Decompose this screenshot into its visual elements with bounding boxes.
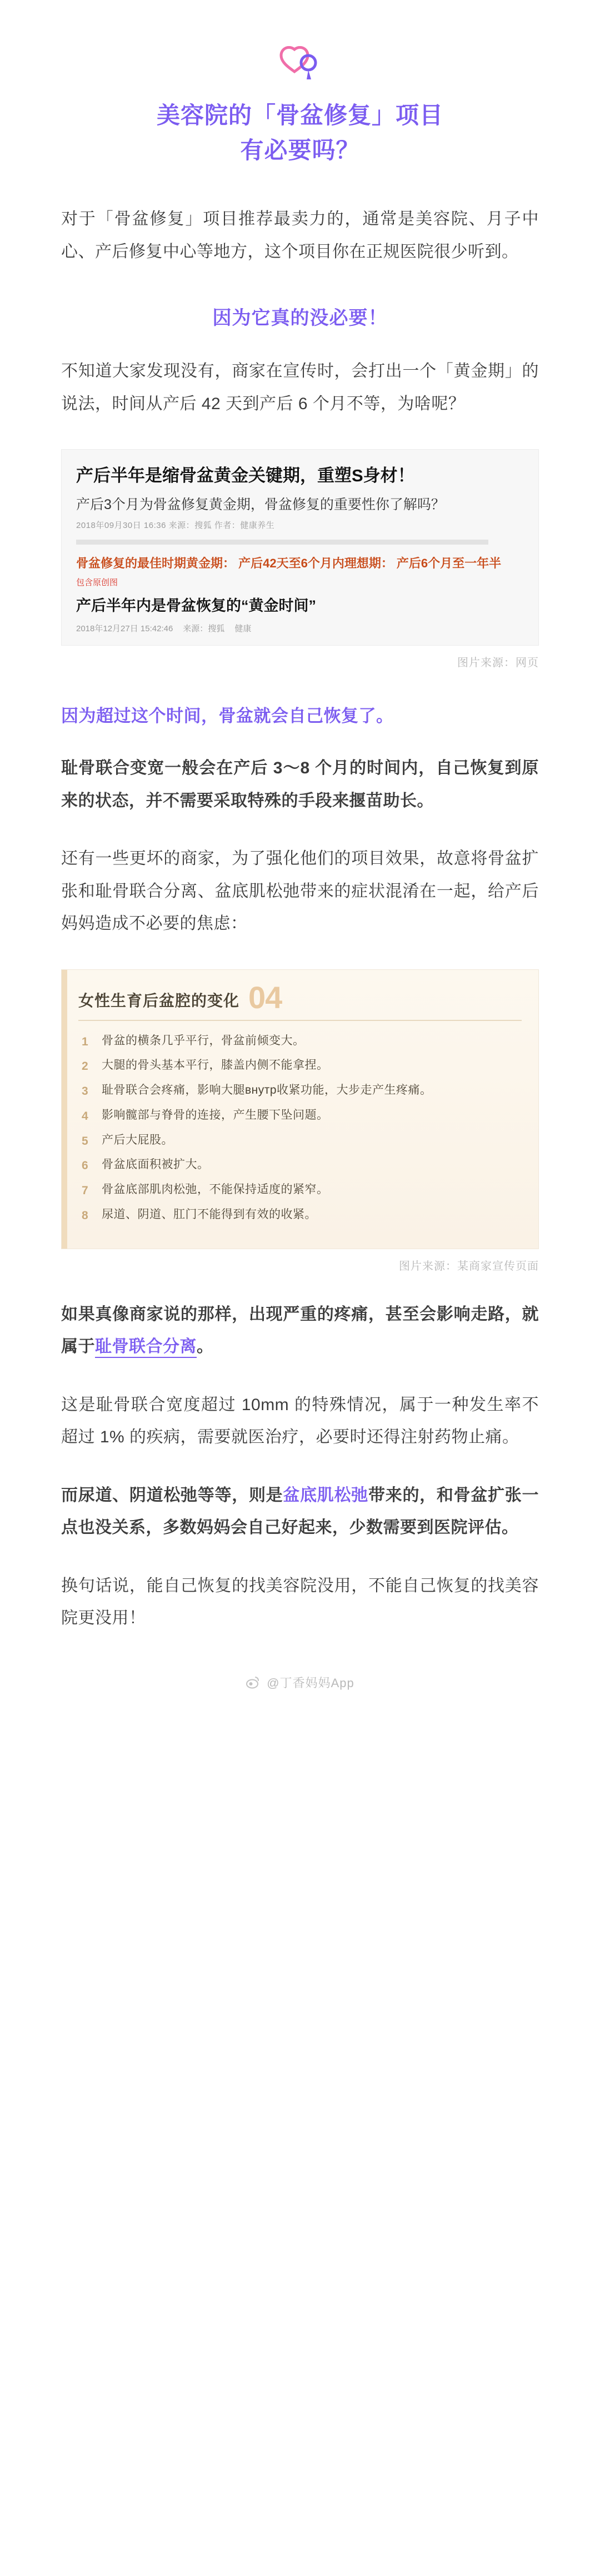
search-result-source: 来源：搜狐: [183, 624, 225, 634]
top-divider: [0, 0, 600, 1]
paragraph-8: 换句话说，能自己恢复的找美容院没用，不能自己恢复的找美容院更没用！: [61, 1576, 539, 1628]
paragraph-4: 还有一些更坏的商家，为了强化他们的项目效果，故意将骨盆扩张和耻骨联合分离、盆底肌松弛带来的症状混淆在一起，给产后妈妈造成不必要的焦虑：: [61, 849, 539, 933]
search-result-tagrow: [76, 576, 524, 588]
search-result-keyword-line: 骨盆修复的最佳时期黄金期： 产后42天至6个月内理想期： 产后6个月至一年半: [76, 556, 502, 570]
paragraph-2: 不知道大家发现没有，商家在宣传时，会打出一个「黄金期」的说法，时间从产后 42 天到产后 6 个月不等，为啥呢？: [61, 362, 539, 413]
list-item: 影响髋部与脊骨的连接，产生腰下坠问题。: [102, 1108, 329, 1121]
paragraph-3: 耻骨联合变宽一般会在产后 3～8 个月的时间内，自己恢复到原来的状态，并不需要采取特殊的手段来揠苗助长。: [61, 759, 539, 810]
paragraph-6: 这是耻骨联合宽度超过 10mm 的特殊情况，属于一种发生率不超过 1% 的疾病，需要就医治疗，必要时还得注射药物止痛。: [61, 1395, 539, 1447]
page-title-line-2: 有必要吗？: [240, 137, 360, 163]
figure-1-caption: 图片来源：网页: [457, 657, 539, 670]
search-result-meta: 2018年09月30日 16:36 来源：搜狐 作者：健康养生: [76, 520, 275, 530]
page-title: [61, 98, 539, 168]
paragraph-5: [61, 1299, 539, 1364]
brand-logo: [278, 44, 322, 83]
paragraph-5-suffix: 。: [197, 1337, 214, 1356]
pelvic-infographic: [61, 969, 539, 1249]
list-item: 耻骨联合会疼痛，影响大腿внутр收紧功能，大步走产生疼痛。: [102, 1084, 432, 1097]
search-result-extra: 健康: [234, 624, 252, 634]
highlight-no-need: 因为它真的没必要！: [212, 308, 388, 329]
search-result-date: 2018年12月27日 15:42:46: [76, 624, 173, 634]
search-result-meta-2: [76, 622, 524, 634]
pelvic-floor-laxity-highlight: 盆底肌松弛: [283, 1486, 369, 1505]
search-result-headline-2: 产后半年内是骨盆恢复的“黄金时间”: [76, 597, 316, 615]
list-item: 骨盆底面积被扩大。: [102, 1158, 209, 1171]
figure-2-caption: 图片来源：某商家宣传页面: [399, 1260, 539, 1272]
list-item: 尿道、阴道、肛门不能得到有效的收紧。: [102, 1208, 317, 1221]
figure-pelvic-changes: [61, 969, 539, 1249]
paragraph-7-prefix: 而尿道、阴道松弛等等，则是: [61, 1486, 283, 1505]
search-result-subline: 产后3个月为骨盆修复黄金期，骨盆修复的重要性你了解吗？: [76, 496, 445, 512]
list-item: 大腿的骨头基本平行，膝盖内侧不能拿捏。: [102, 1059, 329, 1072]
list-item: 骨盆的横条几乎平行，骨盆前倾变大。: [102, 1034, 305, 1047]
paragraph-7: [61, 1480, 539, 1544]
paragraph-7-suffix: 带来的，和骨盆扩张一点也没关系，多数妈妈会自己好起来，少数需要到医院评估。: [61, 1486, 539, 1537]
article-body: [61, 168, 539, 1635]
list-item: 产后大屁股。: [102, 1133, 173, 1146]
original-image-tag: 包含原创图: [76, 578, 118, 588]
page-title-line-1: 美容院的「骨盆修复」项目: [156, 102, 443, 128]
highlight-self-recovery: 因为超过这个时间，骨盆就会自己恢复了。: [61, 706, 394, 726]
infographic-title: 女性生育后盆腔的变化: [78, 992, 240, 1009]
infographic-header: [78, 979, 522, 1015]
heart-balloon-icon: [278, 46, 322, 82]
footer-handle: @丁香妈妈App: [267, 1676, 354, 1690]
infographic-number: 04: [248, 979, 282, 1015]
infographic-list: [78, 1031, 522, 1225]
figure-search-results: [61, 449, 539, 646]
weibo-icon: [246, 1675, 260, 1689]
search-result-card: [61, 449, 539, 646]
paragraph-5-prefix: 如果真像商家说的那样，出现严重的疼痛，甚至会影响走路，就属于: [61, 1305, 539, 1356]
paragraph-1: 对于「骨盆修复」项目推荐最卖力的，通常是美容院、月子中心、产后修复中心等地方，这个项目你在正规医院很少听到。: [61, 210, 539, 261]
infographic-left-bar: [62, 970, 67, 1249]
list-item: 骨盆底部肌肉松弛，不能保持适度的紧窄。: [102, 1183, 329, 1196]
pubic-symphysis-separation-link[interactable]: 耻骨联合分离: [95, 1337, 197, 1358]
placeholder-bar: [76, 540, 488, 545]
footer-credit: [0, 1674, 600, 1697]
search-result-headline: 产后半年是缩骨盆黄金关键期，重塑S身材！: [76, 466, 415, 485]
infographic-rule: [78, 1020, 522, 1021]
